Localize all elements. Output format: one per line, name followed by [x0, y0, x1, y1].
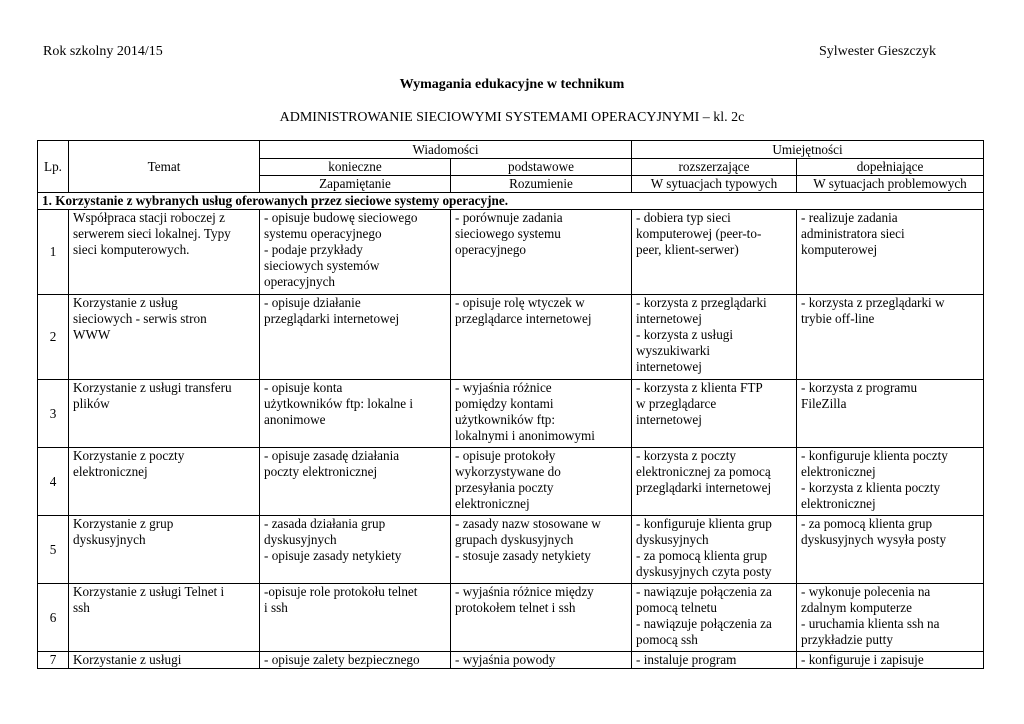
cell-line: - dobiera typ sieci — [636, 210, 731, 225]
header-understanding: Rozumienie — [451, 176, 632, 193]
author-name: Sylwester Gieszczyk — [818, 44, 936, 59]
header-basic: podstawowe — [451, 159, 632, 176]
cell-line: - zasady nazw stosowane w — [455, 516, 601, 531]
extended-cell — [632, 652, 797, 669]
complementary-cell — [797, 210, 984, 295]
complementary-cell — [797, 295, 984, 380]
cell-line: sieciowych systemów — [264, 258, 380, 273]
cell-line: - wyjaśnia powody — [455, 652, 556, 667]
document-subtitle: ADMINISTROWANIE SIECIOWYMI SYSTEMAMI OPERACYJNYMI – kl. 2c — [279, 110, 745, 125]
cell-line: - opisuje budowę sieciowego — [264, 210, 418, 225]
basic-cell — [451, 652, 632, 669]
header-extended: rozszerzające — [632, 159, 797, 176]
topic-cell — [69, 516, 260, 584]
cell-line: - zasada działania grup — [264, 516, 386, 531]
row-number: 6 — [38, 584, 69, 652]
extended-cell — [632, 295, 797, 380]
cell-line: - konfiguruje i zapisuje — [801, 652, 924, 667]
cell-line: operacyjnych — [264, 274, 336, 289]
table-row — [38, 210, 984, 295]
cell-line: - wyjaśnia różnice — [455, 380, 552, 395]
complementary-cell — [797, 516, 984, 584]
cell-line: - opisuje zasadę działania — [264, 448, 400, 463]
cell-line: lokalnymi i anonimowymi — [455, 428, 595, 443]
cell-line: protokołem telnet i ssh — [455, 600, 576, 615]
cell-line: wyszukiwarki — [636, 343, 710, 358]
necessary-cell — [260, 295, 451, 380]
cell-line: - porównuje zadania — [455, 210, 563, 225]
section-heading: 1. Korzystanie z wybranych usług oferowanych przez sieciowe systemy operacyjne. — [38, 193, 984, 210]
cell-line: - nawiązuje połączenia za — [636, 584, 772, 599]
cell-line: Korzystanie z usługi transferu — [73, 380, 232, 395]
cell-line: ssh — [73, 600, 90, 615]
necessary-cell — [260, 210, 451, 295]
table-row — [38, 380, 984, 448]
cell-line: pomocą ssh — [636, 632, 698, 647]
cell-line: grupach dyskusyjnych — [455, 532, 574, 547]
header-topic: Temat — [69, 141, 260, 193]
extended-cell — [632, 448, 797, 516]
extended-cell — [632, 380, 797, 448]
cell-line: WWW — [73, 327, 111, 342]
row-number: 2 — [38, 295, 69, 380]
cell-line: dyskusyjnych — [73, 532, 146, 547]
header-lp: Lp. — [38, 141, 69, 193]
topic-cell — [69, 380, 260, 448]
necessary-cell — [260, 380, 451, 448]
row-number: 3 — [38, 380, 69, 448]
cell-line: dyskusyjnych wysyła posty — [801, 532, 947, 547]
cell-line: serwerem sieci lokalnej. Typy — [73, 226, 231, 241]
cell-line: elektronicznej — [801, 464, 876, 479]
cell-line: - konfiguruje klienta grup — [636, 516, 772, 531]
cell-line: przeglądarce internetowej — [455, 311, 592, 326]
basic-cell — [451, 584, 632, 652]
necessary-cell — [260, 448, 451, 516]
cell-line: - korzysta z przeglądarki w — [801, 295, 945, 310]
topic-cell — [69, 448, 260, 516]
requirements-table — [37, 140, 984, 669]
cell-line: przesyłania poczty — [455, 480, 554, 495]
cell-line: - opisuje rolę wtyczek w — [455, 295, 585, 310]
cell-line: i ssh — [264, 600, 288, 615]
cell-line: - korzysta z klienta poczty — [801, 480, 941, 495]
header-memorizing: Zapamiętanie — [260, 176, 451, 193]
row-number: 4 — [38, 448, 69, 516]
basic-cell — [451, 380, 632, 448]
cell-line: zdalnym komputerze — [801, 600, 912, 615]
cell-line: - za pomocą klienta grup — [801, 516, 933, 531]
cell-line: - opisuje zalety bezpiecznego — [264, 652, 420, 667]
cell-line: użytkowników ftp: — [455, 412, 555, 427]
cell-line: internetowej — [636, 412, 702, 427]
necessary-cell — [260, 652, 451, 669]
complementary-cell — [797, 584, 984, 652]
extended-cell — [632, 516, 797, 584]
cell-line: Współpraca stacji roboczej z — [73, 210, 225, 225]
cell-line: komputerowej — [801, 242, 878, 257]
cell-line: dyskusyjnych — [264, 532, 337, 547]
cell-line: - opisuje protokoły — [455, 448, 556, 463]
cell-line: - instaluje program — [636, 652, 737, 667]
cell-line: Korzystanie z usługi Telnet i — [73, 584, 225, 599]
cell-line: - realizuje zadania — [801, 210, 898, 225]
topic-cell — [69, 652, 260, 669]
cell-line: Korzystanie z poczty — [73, 448, 185, 463]
cell-line: komputerowej (peer-to- — [636, 226, 762, 241]
cell-line: - konfiguruje klienta poczty — [801, 448, 948, 463]
basic-cell — [451, 516, 632, 584]
cell-line: poczty elektronicznej — [264, 464, 378, 479]
basic-cell — [451, 448, 632, 516]
cell-line: internetowej — [636, 311, 702, 326]
cell-line: elektronicznej — [801, 496, 876, 511]
cell-line: - korzysta z programu — [801, 380, 918, 395]
basic-cell — [451, 295, 632, 380]
topic-cell — [69, 295, 260, 380]
extended-cell — [632, 584, 797, 652]
cell-line: sieciowych - serwis stron — [73, 311, 207, 326]
basic-cell — [451, 210, 632, 295]
cell-line: pomiędzy kontami — [455, 396, 554, 411]
necessary-cell — [260, 516, 451, 584]
cell-line: trybie off-line — [801, 311, 875, 326]
cell-line: - za pomocą klienta grup — [636, 548, 768, 563]
cell-line: - opisuje zasady netykiety — [264, 548, 402, 563]
table-row — [38, 295, 984, 380]
cell-line: internetowej — [636, 359, 702, 374]
topic-cell — [69, 210, 260, 295]
cell-line: - korzysta z przeglądarki — [636, 295, 767, 310]
header-skills: Umiejętności — [632, 141, 984, 159]
complementary-cell — [797, 652, 984, 669]
cell-line: przeglądarki internetowej — [636, 480, 772, 495]
cell-line: dyskusyjnych — [636, 532, 709, 547]
cell-line: elektronicznej za pomocą — [636, 464, 771, 479]
header-typical-situations: W sytuacjach typowych — [632, 176, 797, 193]
cell-line: sieci komputerowych. — [73, 242, 190, 257]
cell-line: administratora sieci — [801, 226, 905, 241]
table-row — [38, 584, 984, 652]
cell-line: elektronicznej — [455, 496, 530, 511]
complementary-cell — [797, 448, 984, 516]
cell-line: - wykonuje polecenia na — [801, 584, 931, 599]
school-year: Rok szkolny 2014/15 — [43, 44, 163, 59]
necessary-cell — [260, 584, 451, 652]
cell-line: Korzystanie z usług — [73, 295, 178, 310]
cell-line: - wyjaśnia różnice między — [455, 584, 594, 599]
cell-line: - uruchamia klienta ssh na — [801, 616, 940, 631]
cell-line: - opisuje konta — [264, 380, 343, 395]
header-complementary: dopełniające — [797, 159, 984, 176]
cell-line: systemu operacyjnego — [264, 226, 382, 241]
cell-line: anonimowe — [264, 412, 326, 427]
cell-line: wykorzystywane do — [455, 464, 561, 479]
cell-line: - opisuje działanie — [264, 295, 361, 310]
cell-line: - podaje przykłady — [264, 242, 363, 257]
document-title: Wymagania edukacyjne w technikum — [399, 77, 625, 92]
header-necessary: konieczne — [260, 159, 451, 176]
table-row — [38, 448, 984, 516]
cell-line: pomocą telnetu — [636, 600, 717, 615]
topic-cell — [69, 584, 260, 652]
cell-line: FileZilla — [801, 396, 847, 411]
cell-line: Korzystanie z grup — [73, 516, 174, 531]
cell-line: sieciowego systemu — [455, 226, 561, 241]
cell-line: - nawiązuje połączenia za — [636, 616, 772, 631]
cell-line: plików — [73, 396, 110, 411]
row-number: 7 — [38, 652, 69, 669]
cell-line: Korzystanie z usługi — [73, 652, 182, 667]
cell-line: elektronicznej — [73, 464, 148, 479]
cell-line: operacyjnego — [455, 242, 527, 257]
complementary-cell — [797, 380, 984, 448]
header-knowledge: Wiadomości — [260, 141, 632, 159]
header-problem-situations: W sytuacjach problemowych — [797, 176, 984, 193]
cell-line: przeglądarki internetowej — [264, 311, 400, 326]
cell-line: peer, klient-serwer) — [636, 242, 739, 257]
cell-line: - korzysta z poczty — [636, 448, 736, 463]
cell-line: użytkowników ftp: lokalne i — [264, 396, 414, 411]
cell-line: -opisuje role protokołu telnet — [264, 584, 418, 599]
cell-line: dyskusyjnych czyta posty — [636, 564, 772, 579]
table-row — [38, 652, 984, 669]
row-number: 1 — [38, 210, 69, 295]
cell-line: - korzysta z klienta FTP — [636, 380, 763, 395]
row-number: 5 — [38, 516, 69, 584]
cell-line: w przeglądarce — [636, 396, 717, 411]
cell-line: przykładzie putty — [801, 632, 893, 647]
table-row — [38, 516, 984, 584]
cell-line: - korzysta z usługi — [636, 327, 734, 342]
extended-cell — [632, 210, 797, 295]
cell-line: - stosuje zasady netykiety — [455, 548, 591, 563]
